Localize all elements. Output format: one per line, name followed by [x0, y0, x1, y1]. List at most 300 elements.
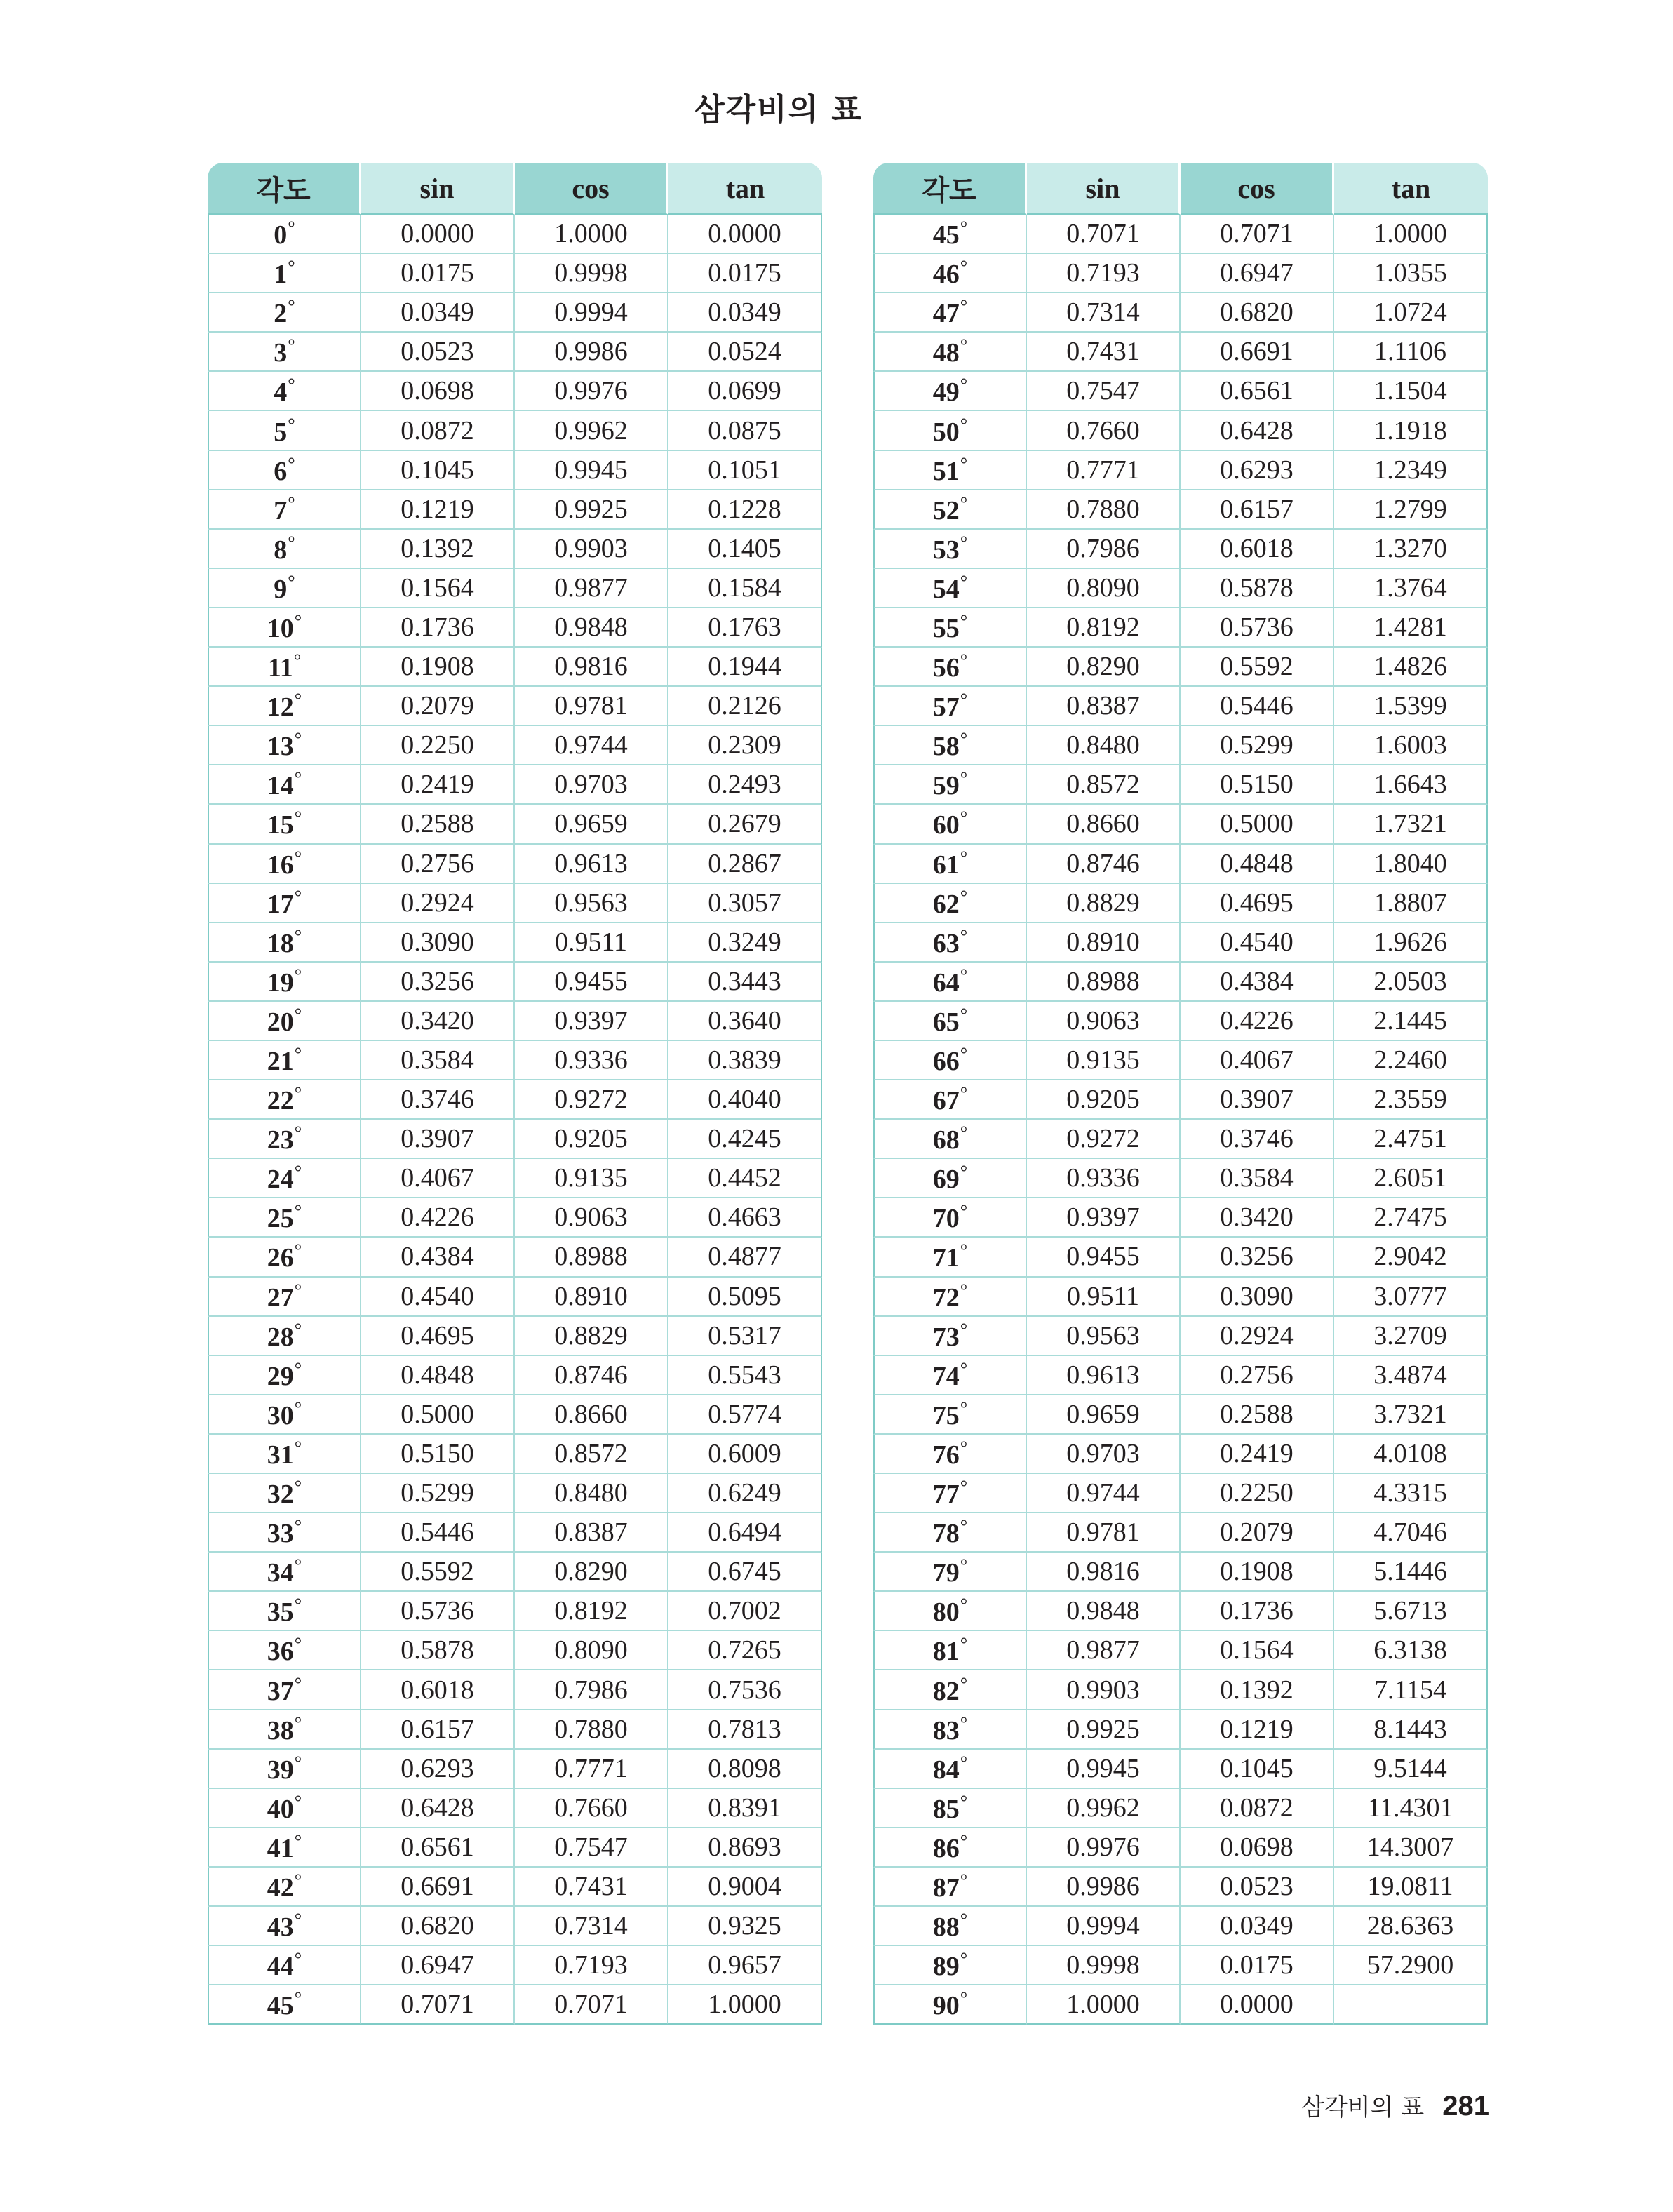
angle-cell — [873, 1395, 1027, 1435]
degree-symbol: ° — [288, 492, 295, 514]
table-row — [873, 293, 1488, 333]
angle-value: 27 — [267, 1282, 294, 1313]
angle-value: 58 — [932, 732, 960, 762]
tan-cell: 0.5774 — [668, 1395, 822, 1435]
angle-cell — [873, 687, 1027, 726]
table-row — [208, 451, 822, 490]
tan-cell: 0.1228 — [668, 490, 822, 530]
angle-value: 73 — [932, 1322, 960, 1352]
angle-cell — [208, 1080, 361, 1120]
cos-cell: 0.7771 — [515, 1750, 668, 1789]
sin-cell: 0.6293 — [361, 1750, 515, 1789]
table-row — [873, 1002, 1488, 1041]
degree-symbol: ° — [960, 965, 968, 986]
sin-cell: 0.0349 — [361, 293, 515, 333]
table-row — [873, 1395, 1488, 1435]
angle-value: 0 — [274, 220, 288, 250]
angle-cell — [873, 1631, 1027, 1670]
cos-cell: 0.9744 — [515, 726, 668, 765]
table-row — [208, 1395, 822, 1435]
angle-value: 25 — [267, 1204, 294, 1234]
table-row — [873, 1670, 1488, 1710]
angle-value: 22 — [267, 1086, 294, 1116]
table-row — [208, 215, 822, 254]
sin-cell: 0.9205 — [1027, 1080, 1181, 1120]
cos-cell: 0.7193 — [515, 1946, 668, 1985]
cos-cell: 0.1045 — [1181, 1750, 1334, 1789]
angle-value: 68 — [932, 1125, 960, 1155]
angle-cell — [208, 1789, 361, 1828]
angle-cell — [873, 1238, 1027, 1277]
degree-symbol: ° — [294, 886, 302, 907]
tan-cell: 1.2349 — [1334, 451, 1488, 490]
angle-cell — [208, 1356, 361, 1395]
table-row — [208, 293, 822, 333]
angle-value: 56 — [932, 653, 960, 683]
angle-cell — [208, 530, 361, 569]
tan-cell: 0.0524 — [668, 333, 822, 372]
sin-cell: 0.6691 — [361, 1868, 515, 1907]
cos-cell: 0.2419 — [1181, 1435, 1334, 1474]
degree-symbol: ° — [294, 1870, 302, 1891]
table-row — [208, 1238, 822, 1277]
table-row — [873, 1553, 1488, 1592]
table-row — [873, 805, 1488, 844]
cos-cell: 0.4695 — [1181, 884, 1334, 923]
cos-cell: 0.0349 — [1181, 1907, 1334, 1946]
cos-cell: 0.7431 — [515, 1868, 668, 1907]
angle-cell — [873, 490, 1027, 530]
table-row — [208, 1985, 822, 2025]
tan-cell: 0.2493 — [668, 765, 822, 805]
angle-cell — [873, 569, 1027, 608]
degree-symbol: ° — [960, 925, 968, 946]
angle-value: 49 — [932, 377, 960, 408]
angle-cell — [208, 1553, 361, 1592]
sin-cell: 0.7071 — [1027, 215, 1181, 254]
cos-cell: 0.9903 — [515, 530, 668, 569]
sin-cell: 0.5150 — [361, 1435, 515, 1474]
table-row — [873, 1317, 1488, 1356]
angle-value: 85 — [932, 1794, 960, 1824]
sin-cell: 0.9998 — [1027, 1946, 1181, 1985]
degree-symbol: ° — [294, 1791, 302, 1812]
sin-cell: 0.3420 — [361, 1002, 515, 1041]
table-row — [873, 1356, 1488, 1395]
angle-cell — [208, 687, 361, 726]
cos-cell: 0.0523 — [1181, 1868, 1334, 1907]
degree-symbol: ° — [960, 1988, 968, 2009]
angle-value: 47 — [932, 299, 960, 329]
cos-cell: 0.8746 — [515, 1356, 668, 1395]
tan-cell: 0.4663 — [668, 1198, 822, 1238]
degree-symbol: ° — [294, 807, 302, 829]
table-row — [873, 451, 1488, 490]
degree-symbol: ° — [288, 414, 295, 435]
sin-cell: 0.9744 — [1027, 1474, 1181, 1513]
tan-cell: 0.1584 — [668, 569, 822, 608]
degree-symbol: ° — [960, 257, 968, 278]
cos-cell: 0.1564 — [1181, 1631, 1334, 1670]
degree-symbol: ° — [960, 1555, 968, 1576]
angle-value: 29 — [267, 1361, 294, 1391]
angle-value: 33 — [267, 1519, 294, 1549]
tan-cell: 0.4452 — [668, 1159, 822, 1198]
angle-cell — [873, 1553, 1027, 1592]
table-row — [873, 1198, 1488, 1238]
table-row — [208, 411, 822, 450]
sin-cell: 0.6428 — [361, 1789, 515, 1828]
cos-cell: 0.9336 — [515, 1041, 668, 1080]
table-row — [208, 1159, 822, 1198]
tan-cell: 2.9042 — [1334, 1238, 1488, 1277]
table-body — [208, 215, 822, 2025]
tan-cell: 0.1051 — [668, 451, 822, 490]
degree-symbol: ° — [294, 1437, 302, 1458]
degree-symbol: ° — [294, 1083, 302, 1104]
sin-cell: 0.5592 — [361, 1553, 515, 1592]
angle-value: 55 — [932, 613, 960, 643]
sin-cell: 0.0872 — [361, 411, 515, 450]
angle-value: 3 — [274, 338, 288, 368]
tan-cell: 19.0811 — [1334, 1868, 1488, 1907]
degree-symbol: ° — [288, 217, 295, 239]
cos-cell: 0.2250 — [1181, 1474, 1334, 1513]
degree-symbol: ° — [960, 414, 968, 435]
tan-cell: 9.5144 — [1334, 1750, 1488, 1789]
angle-value: 45 — [267, 1991, 294, 2021]
angle-value: 28 — [267, 1322, 294, 1352]
tan-cell: 1.7321 — [1334, 805, 1488, 844]
angle-value: 76 — [932, 1440, 960, 1470]
angle-cell — [873, 1080, 1027, 1120]
angle-cell — [208, 569, 361, 608]
degree-symbol: ° — [294, 1240, 302, 1261]
cos-cell: 0.2924 — [1181, 1317, 1334, 1356]
degree-symbol: ° — [288, 335, 295, 356]
tan-cell: 0.3057 — [668, 884, 822, 923]
angle-cell — [208, 411, 361, 450]
cos-cell: 0.7986 — [515, 1670, 668, 1710]
tan-cell: 1.3764 — [1334, 569, 1488, 608]
degree-symbol: ° — [960, 729, 968, 750]
sin-cell: 0.9816 — [1027, 1553, 1181, 1592]
cos-cell: 0.9945 — [515, 451, 668, 490]
table-row — [208, 726, 822, 765]
table-row — [208, 963, 822, 1002]
cos-cell: 0.4226 — [1181, 1002, 1334, 1041]
table-body — [873, 215, 1488, 2025]
cos-cell: 0.9986 — [515, 333, 668, 372]
angle-value: 19 — [267, 967, 294, 998]
angle-value: 37 — [267, 1676, 294, 1706]
tan-cell: 0.2867 — [668, 845, 822, 884]
angle-value: 31 — [267, 1440, 294, 1470]
cos-cell: 0.4384 — [1181, 963, 1334, 1002]
angle-cell — [208, 1474, 361, 1513]
cos-cell: 0.1908 — [1181, 1553, 1334, 1592]
angle-cell — [873, 1002, 1027, 1041]
tan-cell: 1.0355 — [1334, 254, 1488, 293]
cos-cell: 0.6947 — [1181, 254, 1334, 293]
sin-cell: 0.6561 — [361, 1828, 515, 1868]
cos-cell: 0.2756 — [1181, 1356, 1334, 1395]
tan-cell: 4.0108 — [1334, 1435, 1488, 1474]
degree-symbol: ° — [960, 768, 968, 789]
degree-symbol: ° — [294, 729, 302, 750]
angle-value: 8 — [274, 535, 288, 565]
angle-cell — [208, 1828, 361, 1868]
sin-cell: 0.0000 — [361, 215, 515, 254]
degree-symbol: ° — [294, 1319, 302, 1340]
angle-value: 18 — [267, 928, 294, 958]
degree-symbol: ° — [960, 1595, 968, 1616]
tan-cell: 0.9004 — [668, 1868, 822, 1907]
angle-cell — [208, 372, 361, 411]
sin-cell: 0.7193 — [1027, 254, 1181, 293]
cos-cell: 0.5000 — [1181, 805, 1334, 844]
angle-value: 46 — [932, 260, 960, 290]
angle-value: 9 — [274, 574, 288, 604]
tan-cell: 1.1106 — [1334, 333, 1488, 372]
sin-cell: 0.9903 — [1027, 1670, 1181, 1710]
cos-cell: 1.0000 — [515, 215, 668, 254]
degree-symbol: ° — [294, 1595, 302, 1616]
tan-cell: 0.9325 — [668, 1907, 822, 1946]
table-row — [873, 1041, 1488, 1080]
angle-cell — [208, 1946, 361, 1985]
degree-symbol: ° — [288, 453, 295, 474]
angle-value: 20 — [267, 1007, 294, 1037]
angle-cell — [208, 1868, 361, 1907]
angle-cell — [873, 1159, 1027, 1198]
degree-symbol: ° — [960, 1437, 968, 1458]
table-row — [208, 1710, 822, 1750]
cos-cell: 0.9455 — [515, 963, 668, 1002]
table-row — [208, 333, 822, 372]
angle-cell — [208, 1435, 361, 1474]
degree-symbol: ° — [294, 1988, 302, 2009]
degree-symbol: ° — [960, 375, 968, 396]
cos-cell: 0.6293 — [1181, 451, 1334, 490]
tan-cell: 0.4877 — [668, 1238, 822, 1277]
angle-value: 57 — [932, 692, 960, 723]
angle-cell — [873, 1474, 1027, 1513]
angle-value: 51 — [932, 456, 960, 486]
angle-value: 35 — [267, 1597, 294, 1628]
sin-cell: 0.9272 — [1027, 1120, 1181, 1159]
angle-cell — [873, 530, 1027, 569]
angle-cell — [873, 1868, 1027, 1907]
table-row — [873, 1710, 1488, 1750]
cos-cell: 0.9063 — [515, 1198, 668, 1238]
sin-cell: 0.1392 — [361, 530, 515, 569]
table-row — [208, 687, 822, 726]
tan-cell: 0.4040 — [668, 1080, 822, 1120]
tan-cell: 2.6051 — [1334, 1159, 1488, 1198]
angle-cell — [873, 805, 1027, 844]
table-row — [208, 1789, 822, 1828]
angle-cell — [208, 293, 361, 333]
table-row — [873, 1474, 1488, 1513]
angle-value: 69 — [932, 1165, 960, 1195]
angle-cell — [873, 648, 1027, 687]
cos-cell: 0.0698 — [1181, 1828, 1334, 1868]
degree-symbol: ° — [960, 1634, 968, 1655]
angle-value: 60 — [932, 810, 960, 840]
angle-cell — [873, 1435, 1027, 1474]
sin-cell: 0.8387 — [1027, 687, 1181, 726]
sin-cell: 0.4226 — [361, 1198, 515, 1238]
sin-cell: 0.5299 — [361, 1474, 515, 1513]
cos-cell: 0.8910 — [515, 1278, 668, 1317]
table-row — [208, 1513, 822, 1553]
sin-cell: 0.1736 — [361, 608, 515, 648]
cos-cell: 0.9272 — [515, 1080, 668, 1120]
sin-cell: 0.9976 — [1027, 1828, 1181, 1868]
tan-cell: 1.4281 — [1334, 608, 1488, 648]
tan-cell: 14.3007 — [1334, 1828, 1488, 1868]
table-row — [208, 569, 822, 608]
angle-value: 50 — [932, 417, 960, 447]
angle-cell — [873, 1317, 1027, 1356]
trig-table-right — [873, 163, 1488, 2025]
sin-cell: 0.9511 — [1027, 1278, 1181, 1317]
tan-cell: 1.0724 — [1334, 293, 1488, 333]
tan-cell: 0.3249 — [668, 923, 822, 963]
degree-symbol: ° — [294, 610, 302, 631]
sin-cell: 0.9455 — [1027, 1238, 1181, 1277]
tan-cell: 1.9626 — [1334, 923, 1488, 963]
table-row — [873, 1868, 1488, 1907]
angle-value: 71 — [932, 1243, 960, 1273]
cos-cell: 0.1736 — [1181, 1592, 1334, 1631]
tan-cell: 0.7536 — [668, 1670, 822, 1710]
degree-symbol: ° — [294, 1712, 302, 1734]
table-row — [208, 1278, 822, 1317]
table-row — [208, 1120, 822, 1159]
angle-cell — [873, 1985, 1027, 2025]
sin-cell: 0.7660 — [1027, 411, 1181, 450]
sin-cell: 0.4848 — [361, 1356, 515, 1395]
angle-cell — [873, 333, 1027, 372]
cos-cell: 0.6561 — [1181, 372, 1334, 411]
degree-symbol: ° — [960, 1477, 968, 1498]
table-row — [873, 372, 1488, 411]
degree-symbol: ° — [960, 1201, 968, 1222]
angle-cell — [873, 1907, 1027, 1946]
angle-value: 14 — [267, 771, 294, 801]
table-row — [208, 490, 822, 530]
cos-cell: 0.3090 — [1181, 1278, 1334, 1317]
cos-cell: 0.9962 — [515, 411, 668, 450]
tan-cell: 0.7813 — [668, 1710, 822, 1750]
degree-symbol: ° — [960, 650, 968, 671]
degree-symbol: ° — [960, 1910, 968, 1931]
header-cos: cos — [1181, 163, 1334, 215]
angle-cell — [873, 1670, 1027, 1710]
angle-value: 62 — [932, 889, 960, 919]
sin-cell: 0.6947 — [361, 1946, 515, 1985]
table-row — [873, 884, 1488, 923]
cos-cell: 0.7660 — [515, 1789, 668, 1828]
tan-cell: 1.0000 — [668, 1985, 822, 2025]
angle-value: 89 — [932, 1952, 960, 1982]
tan-cell: 0.5317 — [668, 1317, 822, 1356]
sin-cell: 0.2756 — [361, 845, 515, 884]
sin-cell: 0.7880 — [1027, 490, 1181, 530]
tan-cell: 2.2460 — [1334, 1041, 1488, 1080]
tan-cell: 2.3559 — [1334, 1080, 1488, 1120]
angle-cell — [208, 1317, 361, 1356]
table-row — [208, 254, 822, 293]
tan-cell: 0.4245 — [668, 1120, 822, 1159]
table-row — [208, 1553, 822, 1592]
tan-cell: 2.0503 — [1334, 963, 1488, 1002]
angle-value: 15 — [267, 810, 294, 840]
sin-cell: 0.9659 — [1027, 1395, 1181, 1435]
table-row — [873, 1120, 1488, 1159]
tan-cell: 0.2309 — [668, 726, 822, 765]
tan-cell: 3.2709 — [1334, 1317, 1488, 1356]
cos-cell: 0.9135 — [515, 1159, 668, 1198]
tan-cell: 5.6713 — [1334, 1592, 1488, 1631]
tan-cell: 1.8807 — [1334, 884, 1488, 923]
page-title: 삼각비의 표 — [694, 92, 863, 128]
angle-cell — [873, 923, 1027, 963]
angle-value: 40 — [267, 1794, 294, 1824]
degree-symbol: ° — [960, 610, 968, 631]
angle-value: 64 — [932, 967, 960, 998]
sin-cell: 0.7314 — [1027, 293, 1181, 333]
table-row — [208, 1474, 822, 1513]
cos-cell: 0.3256 — [1181, 1238, 1334, 1277]
degree-symbol: ° — [960, 1712, 968, 1734]
cos-cell: 0.9397 — [515, 1002, 668, 1041]
angle-value: 45 — [932, 220, 960, 250]
degree-symbol: ° — [960, 1044, 968, 1065]
table-row — [873, 530, 1488, 569]
cos-cell: 0.6691 — [1181, 333, 1334, 372]
degree-symbol: ° — [960, 1358, 968, 1379]
tan-cell: 0.2126 — [668, 687, 822, 726]
degree-symbol: ° — [960, 1791, 968, 1812]
cos-cell: 0.0872 — [1181, 1789, 1334, 1828]
sin-cell: 0.9063 — [1027, 1002, 1181, 1041]
degree-symbol: ° — [960, 1004, 968, 1025]
cos-cell: 0.9563 — [515, 884, 668, 923]
tan-cell: 7.1154 — [1334, 1670, 1488, 1710]
sin-cell: 0.7071 — [361, 1985, 515, 2025]
cos-cell: 0.4540 — [1181, 923, 1334, 963]
degree-symbol: ° — [288, 257, 295, 278]
table-row — [873, 1080, 1488, 1120]
sin-cell: 0.2588 — [361, 805, 515, 844]
angle-cell — [873, 845, 1027, 884]
tan-cell: 0.7265 — [668, 1631, 822, 1670]
angle-cell — [208, 884, 361, 923]
degree-symbol: ° — [960, 847, 968, 868]
table-row — [208, 765, 822, 805]
angle-cell — [208, 1278, 361, 1317]
sin-cell: 0.8192 — [1027, 608, 1181, 648]
table-row — [208, 1750, 822, 1789]
sin-cell: 0.3584 — [361, 1041, 515, 1080]
sin-cell: 0.1219 — [361, 490, 515, 530]
angle-value: 13 — [267, 732, 294, 762]
sin-cell: 0.2419 — [361, 765, 515, 805]
table-row — [208, 884, 822, 923]
